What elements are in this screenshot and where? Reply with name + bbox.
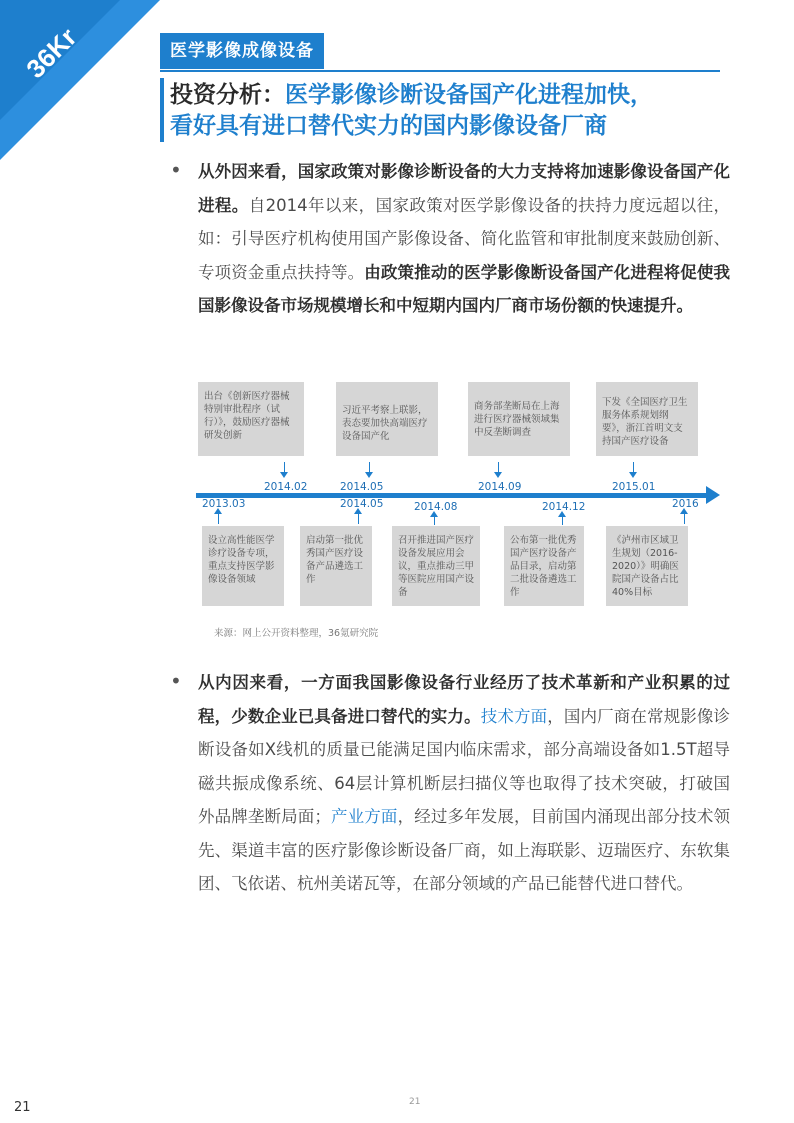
timeline-arrowhead: [365, 472, 373, 478]
timeline-date: 2014.08: [414, 501, 458, 513]
para2-bold-lead: 从内因来看，一方面我国影像设备行业经历了技术革新和产业积累的过程，少数企业已具备进口替代的实力。: [198, 673, 730, 726]
timeline-date: 2014.09: [478, 481, 522, 493]
timeline-date: 2014.02: [264, 481, 308, 493]
timeline-date: 2016: [672, 498, 699, 510]
para2-highlight-tech: 技术方面: [480, 706, 548, 726]
para1-bold-lead: 从外因来看，国家政策对影像诊断设备的大力支持将加速影像设备国产化进程。: [198, 162, 730, 215]
title-line2: 看好具有进口替代实力的国内影像设备厂商: [170, 113, 607, 139]
page-number: 21: [14, 1100, 31, 1115]
paragraph-internal-factors: [198, 666, 730, 901]
para2-text-industry: ，经过多年发展，目前国内涌现出部分技术领先、渠道丰富的医疗影像诊断设备厂商，如上海联影、迈瑞医疗、东软集团、飞依诺、杭州美诺瓦等，在部分领域的产品已能替代进口替代。: [198, 807, 731, 893]
paragraph-external-factors: [198, 155, 730, 323]
para2-highlight-industry: 产业方面: [330, 807, 398, 826]
brand-logo-corner: [0, 0, 160, 160]
timeline-event-box: 启动第一批优秀国产医疗设备产品遴选工作: [300, 526, 372, 606]
timeline-date: 2014.12: [542, 501, 586, 513]
bullet-marker: •: [170, 158, 182, 182]
timeline-event-box: 召开推进国产医疗设备发展应用会议，重点推动三甲等医院应用国产设备: [392, 526, 480, 606]
timeline-event-box: 公布第一批优秀国产医疗设备产品目录，启动第二批设备遴选工作: [504, 526, 584, 606]
timeline-arrow-head: [706, 486, 720, 504]
timeline-axis: [196, 493, 708, 498]
title-accent-bar: [160, 78, 164, 142]
timeline-arrowhead: [680, 508, 688, 514]
para2-text-tech: ，国内厂商在常规影像诊断设备如X线机的质量已能满足国内临床需求，部分高端设备如1.5T超导磁共振成像系统、64层计算机断层扫描仪等也取得了技术突破，打破国外品牌垄断局面；: [198, 706, 731, 826]
timeline-date: 2014.05: [340, 481, 384, 493]
para1-bold-conclusion: 由政策推动的医学影像断设备国产化进程将促使我国影像设备市场规模增长和中短期内国内厂商市场份额的快速提升。: [198, 262, 731, 315]
header-divider: [160, 70, 720, 72]
bullet-marker: •: [170, 669, 182, 693]
section-tag: 医学影像成像设备: [160, 33, 324, 69]
timeline-event-box: 商务部垄断局在上海进行医疗器械领域集中反垄断调查: [468, 382, 570, 456]
timeline-date: 2013.03: [202, 498, 246, 510]
page-number-center: 21: [409, 1097, 421, 1107]
timeline-arrowhead: [354, 508, 362, 514]
figure-source-note: 来源：网上公开资料整理，36氪研究院: [214, 628, 379, 639]
timeline-event-box: 《泸州市区域卫生规划（2016-2020）》明确医院国产设备占比40%目标: [606, 526, 688, 606]
timeline-date: 2014.05: [340, 498, 384, 510]
timeline-arrowhead: [629, 472, 637, 478]
timeline-arrowhead: [280, 472, 288, 478]
title-lead: 投资分析：: [170, 82, 285, 108]
timeline-arrowhead: [494, 472, 502, 478]
policy-timeline: [196, 378, 726, 618]
timeline-date: 2015.01: [612, 481, 656, 493]
para1-text: 自2014年以来，国家政策对医学影像设备的扶持力度远超以往，如：引导医疗机构使用国产影像设备、简化监管和审批制度来鼓励创新、专项资金重点扶持等。: [198, 195, 731, 282]
timeline-arrowhead: [430, 511, 438, 517]
logo-36kr-text: 36Kr: [20, 21, 83, 84]
timeline-event-box: 设立高性能医学诊疗设备专项，重点支持医学影像设备领域: [202, 526, 284, 606]
timeline-arrowhead: [558, 511, 566, 517]
title-rest: 医学影像诊断设备国产化进程加快，: [285, 82, 653, 108]
timeline-event-box: 下发《全国医疗卫生服务体系规划纲要》，浙江首明文支持国产医疗设备: [596, 382, 698, 456]
page-title: [170, 80, 750, 142]
timeline-event-box: 习近平考察上联影，表态要加快高端医疗设备国产化: [336, 382, 438, 456]
timeline-arrowhead: [214, 508, 222, 514]
timeline-event-box: 出台《创新医疗器械特别审批程序（试行）》，鼓励医疗器械研发创新: [198, 382, 304, 456]
